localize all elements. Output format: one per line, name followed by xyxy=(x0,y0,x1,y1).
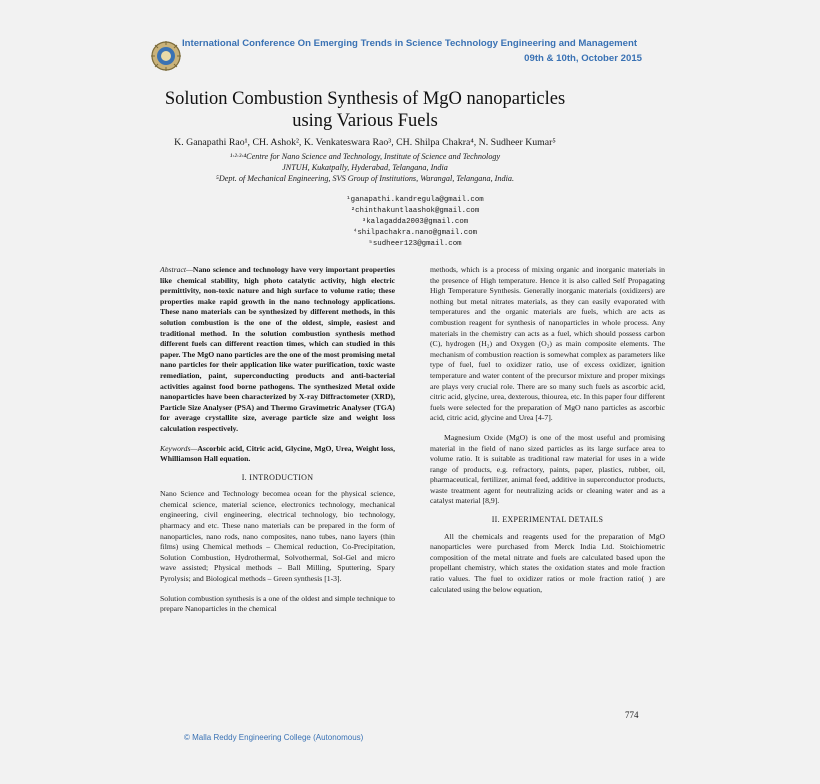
conference-date: 09th & 10th, October 2015 xyxy=(524,53,642,64)
paper-title xyxy=(150,88,580,132)
paper-title-line1: Solution Combustion Synthesis of MgO nanoparticles xyxy=(164,89,566,109)
right-column xyxy=(430,265,665,595)
abstract-text: Nano science and technology have very important properties like chemical stability, high photo catalytic activity, high electric permittivity, non-toxic nature and high surface to volume ratio; these properties make rapid growth in the nano technology applications. These nano materials can be synthesized by different methods, in this solution combustion is the one of the oldest, simple, easiest and traditional method. In the solution combustion synthesis method different fuels can different reaction times, which can studied in this paper. The MgO nano particles are the one of the most promising metal nano particles for their application like water purification, toxic waste remediation, paint, superconducting products and anti-bacterial activities against food borne pathogens. The synthesized Metal oxide nanoparticles have been characterized by X-ray Diffractometer (XRD), Particle Size Analyser (PSA) and Thermo Gravimetric Analyser (TGA) for average crystallite size, average particle size and weight loss calculation respectively. xyxy=(160,265,395,433)
section-heading-experimental: II. EXPERIMENTAL DETAILS xyxy=(491,515,604,525)
conference-logo-icon xyxy=(150,40,182,72)
footer-copyright: © Malla Reddy Engineering College (Autonomous) xyxy=(184,733,364,742)
right-paragraph-2: Magnesium Oxide (MgO) is one of the most useful and promising material in the field of nano sized particles as its large surface area to volume ratio. It is suitable as traditional raw material for uses in a wide range of products, e.g. refractory, paints, paper, plastics, rubber, oil, pharmaceutical, fertilizer, animal feed, additive in superconductor products, waste treatment agent for neutralizing acids or cleaning water and as a catalyst material [8,9]. xyxy=(430,432,665,506)
keywords-label: Keywords— xyxy=(160,443,198,453)
email-3: ³kalagadda2003@gmail.com xyxy=(361,218,469,226)
keywords xyxy=(160,444,395,465)
conference-title: International Conference On Emerging Trends in Science Technology Engineering and Management xyxy=(182,38,638,49)
email-4: ⁴shilpachakra.nano@gmail.com xyxy=(352,229,478,237)
intro-paragraph-1: Nano Science and Technology becomea ocean for the physical science, chemical science, material science, electronics technology, mechanical engineering, civil engineering, electrical technology, bio technology, pharmacy and etc. These nano materials can be prepared in the form of nanoparticles, nano rods, nano composites, nano tubes, nano layers (thin films) using Chemical methods – Chemical reduction, Co-Precipitation, Solution Combustion, Hydrothermal, Solvothermal, Sol-Gel and micro wave assisted; Physical methods – Ball Milling, Sputtering, Spary Pyrolysis; and Biological methods – Green synthesis [1-3]. xyxy=(160,489,395,584)
abstract xyxy=(160,265,395,435)
affiliation-2: JNTUH, Kukatpally, Hyderabad, Telangana, India xyxy=(282,163,448,172)
affiliation-3: ⁵Dept. of Mechanical Engineering, SVS Group of Institutions, Warangal, Telangana, India. xyxy=(215,174,515,183)
left-column xyxy=(160,265,395,615)
page-number: 774 xyxy=(625,710,639,720)
email-5: ⁵sudheer123@gmail.com xyxy=(368,240,462,248)
intro-paragraph-2: Solution combustion synthesis is a one of the oldest and simple technique to prepare Nanoparticles in the chemical xyxy=(160,593,395,614)
right-paragraph-3: All the chemicals and reagents used for the preparation of MgO nanoparticles were purchased from Merck India Ltd. Stoichiometric composition of the metal nitrate and fuels are calculated based upon the propellant chemistry, which states the oxidation states and mole fraction ratio values. The fuel to oxidizer ratios or mole fraction ratio( ) are calculated using the below equation, xyxy=(430,531,665,594)
abstract-label: Abstract— xyxy=(160,265,193,274)
section-heading-introduction: I. INTRODUCTION xyxy=(241,472,314,482)
keywords-text: Ascorbic acid, Citric acid, Glycine, MgO, Urea, Weight loss, Whilliamson Hall equation. xyxy=(160,443,395,464)
right-paragraph-1: methods, which is a process of mixing organic and inorganic materials in the presence of High temperature. Hence it is also called Self Propagating High Temperature Synthesis. Generally inorganic materials (oxidizers) are nothing but metal nitrates materials, as they can easily evaporated with temperatures and the organic materials are fuels, which are acts as combustion reagent for synthesis of nanoparticles in whole process. Any materials in the chemistry can acts as a fuel, which should possess carbon (C), hydrogen (H₂) and Oxygen (O₂) as main composite elements. The mechanism of combustion reaction is somewhat complex as parameters like type of fuel, fuel to oxidizer ratio, use of excess oxidizer, ignition temperature and water content of the precursor mixture and proper mixings are plays very crucial role. There are so many such fuels as ascorbic acid, citric acid, glycine, urea, dexterous, thiourea, etc. In this paper four different fuels were selected for the preparation of MgO nano particles as ascorbic acid, citric acid, glycine and Urea [4-7]. xyxy=(430,265,665,423)
affiliation-1: ¹·²·³·⁴Centre for Nano Science and Technology, Institute of Science and Technology xyxy=(229,152,501,161)
author-emails xyxy=(250,195,580,250)
paper-authors: K. Ganapathi Rao¹, CH. Ashok², K. Venkateswara Rao³, CH. Shilpa Chakra⁴, N. Sudheer Kumar⁵ xyxy=(174,137,556,148)
paper-title-line2: using Various Fuels xyxy=(292,111,438,131)
conference-header xyxy=(150,38,645,74)
email-1: ¹ganapathi.kandregula@gmail.com xyxy=(346,196,484,204)
email-2: ²chinthakuntlaashok@gmail.com xyxy=(350,207,480,215)
